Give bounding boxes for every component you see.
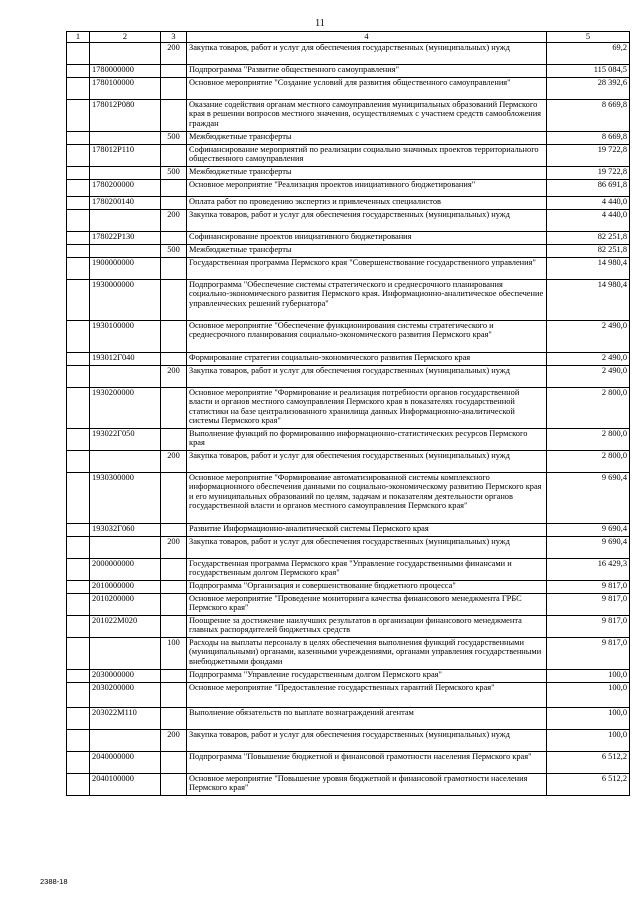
amount-value: 2 490,0 (547, 365, 630, 387)
amount-value: 9 817,0 (547, 637, 630, 669)
table-row (67, 196, 630, 209)
expense-kind: 500 (161, 131, 187, 144)
table-row (67, 729, 630, 751)
expense-kind (161, 558, 187, 580)
row-col-1 (67, 707, 90, 729)
row-col-1 (67, 42, 90, 64)
item-description: Основное мероприятие "Формирование автоматизированной системы комплексного информационного обеспечения данными по социально-экономическому развитию Пермского края и его муниципальных образований по целям, задачам и показателям деятельности органов государственной власти и органов местного самоуправления Пермского края" (187, 472, 547, 523)
expense-kind: 200 (161, 42, 187, 64)
amount-value: 8 669,8 (547, 131, 630, 144)
table-row (67, 558, 630, 580)
amount-value: 9 817,0 (547, 615, 630, 637)
row-col-1 (67, 99, 90, 131)
row-col-1 (67, 365, 90, 387)
classifier-code (90, 244, 161, 257)
item-description: Подпрограмма "Повышение бюджетной и финансовой грамотности населения Пермского края" (187, 751, 547, 773)
item-description: Оплата работ по проведению экспертиз и привлеченных специалистов (187, 196, 547, 209)
classifier-code (90, 637, 161, 669)
row-col-1 (67, 231, 90, 244)
classifier-code: 178012P110 (90, 144, 161, 166)
row-col-1 (67, 558, 90, 580)
item-description: Закупка товаров, работ и услуг для обеспечения государственных (муниципальных) нужд (187, 729, 547, 751)
amount-value: 4 440,0 (547, 196, 630, 209)
amount-value: 6 512,2 (547, 751, 630, 773)
row-col-1 (67, 580, 90, 593)
table-row (67, 580, 630, 593)
item-description: Основное мероприятие "Реализация проектов инициативного бюджетирования" (187, 179, 547, 196)
expense-kind (161, 196, 187, 209)
amount-value: 19 722,8 (547, 166, 630, 179)
classifier-code: 1780200000 (90, 179, 161, 196)
classifier-code: 1930200000 (90, 387, 161, 428)
amount-value: 2 800,0 (547, 450, 630, 472)
row-col-1 (67, 352, 90, 365)
table-row (67, 707, 630, 729)
expense-kind (161, 669, 187, 682)
item-description: Подпрограмма "Организация и совершенствование бюджетного процесса" (187, 580, 547, 593)
header-col-5: 5 (547, 32, 630, 43)
row-col-1 (67, 387, 90, 428)
amount-value: 28 392,6 (547, 77, 630, 99)
item-description: Выполнение функций по формированию информационно-статистических ресурсов Пермского края (187, 428, 547, 450)
expense-kind (161, 99, 187, 131)
item-description: Поощрение за достижение наилучших результатов в организации финансового менеджмента главных распорядителей бюджетных средств (187, 615, 547, 637)
expense-kind (161, 257, 187, 279)
item-description: Государственная программа Пермского края "Управление государственными финансами и государственным долгом Пермского края" (187, 558, 547, 580)
table-row (67, 144, 630, 166)
item-description: Межбюджетные трансферты (187, 131, 547, 144)
table-row (67, 244, 630, 257)
amount-value: 115 084,5 (547, 64, 630, 77)
table-row (67, 279, 630, 320)
expense-kind (161, 352, 187, 365)
expense-kind: 200 (161, 209, 187, 231)
classifier-code (90, 166, 161, 179)
expense-kind (161, 64, 187, 77)
amount-value: 14 980,4 (547, 279, 630, 320)
amount-value: 9 690,4 (547, 472, 630, 523)
item-description: Закупка товаров, работ и услуг для обеспечения государственных (муниципальных) нужд (187, 536, 547, 558)
table-row (67, 352, 630, 365)
row-col-1 (67, 536, 90, 558)
amount-value: 19 722,8 (547, 144, 630, 166)
expense-kind (161, 231, 187, 244)
row-col-1 (67, 179, 90, 196)
item-description: Межбюджетные трансферты (187, 166, 547, 179)
row-col-1 (67, 472, 90, 523)
classifier-code: 2040000000 (90, 751, 161, 773)
item-description: Подпрограмма "Развитие общественного самоуправления" (187, 64, 547, 77)
expense-kind (161, 320, 187, 352)
row-col-1 (67, 196, 90, 209)
page-number: 11 (315, 18, 325, 29)
expense-kind: 200 (161, 536, 187, 558)
expense-kind (161, 615, 187, 637)
table-row (67, 523, 630, 536)
item-description: Закупка товаров, работ и услуг для обеспечения государственных (муниципальных) нужд (187, 450, 547, 472)
amount-value: 16 429,3 (547, 558, 630, 580)
row-col-1 (67, 615, 90, 637)
table-row (67, 773, 630, 795)
row-col-1 (67, 320, 90, 352)
classifier-code (90, 131, 161, 144)
amount-value: 69,2 (547, 42, 630, 64)
amount-value: 8 669,8 (547, 99, 630, 131)
row-col-1 (67, 450, 90, 472)
row-col-1 (67, 682, 90, 707)
amount-value: 14 980,4 (547, 257, 630, 279)
item-description: Развитие Информационно-аналитической системы Пермского края (187, 523, 547, 536)
item-description: Подпрограмма "Управление государственным долгом Пермского края" (187, 669, 547, 682)
classifier-code: 2040100000 (90, 773, 161, 795)
expense-kind: 200 (161, 365, 187, 387)
row-col-1 (67, 77, 90, 99)
row-col-1 (67, 166, 90, 179)
amount-value: 2 490,0 (547, 320, 630, 352)
table-row (67, 428, 630, 450)
classifier-code (90, 729, 161, 751)
item-description: Софинансирование проектов инициативного бюджетирования (187, 231, 547, 244)
table-row (67, 472, 630, 523)
item-description: Закупка товаров, работ и услуг для обеспечения государственных (муниципальных) нужд (187, 42, 547, 64)
classifier-code (90, 42, 161, 64)
table-row (67, 64, 630, 77)
expense-kind (161, 580, 187, 593)
item-description: Закупка товаров, работ и услуг для обеспечения государственных (муниципальных) нужд (187, 365, 547, 387)
row-col-1 (67, 669, 90, 682)
item-description: Государственная программа Пермского края "Совершенствование государственного управления" (187, 257, 547, 279)
classifier-code (90, 536, 161, 558)
expense-kind: 500 (161, 166, 187, 179)
classifier-code: 1900000000 (90, 257, 161, 279)
header-col-2: 2 (90, 32, 161, 43)
row-col-1 (67, 773, 90, 795)
row-col-1 (67, 64, 90, 77)
classifier-code: 193012Г040 (90, 352, 161, 365)
amount-value: 2 800,0 (547, 387, 630, 428)
item-description: Основное мероприятие "Проведение мониторинга качества финансового менеджмента ГРБС Пермского края" (187, 593, 547, 615)
item-description: Основное мероприятие "Повышение уровня бюджетной и финансовой грамотности населения Пермского края" (187, 773, 547, 795)
expense-kind (161, 387, 187, 428)
item-description: Подпрограмма "Обеспечение системы стратегического и среднесрочного планирования социально-экономического развития Пермского края. Информационно-аналитическое обеспечение управленческих решений губернатора" (187, 279, 547, 320)
amount-value: 82 251,8 (547, 231, 630, 244)
classifier-code (90, 450, 161, 472)
table-row (67, 320, 630, 352)
expense-kind: 100 (161, 637, 187, 669)
header-col-3: 3 (161, 32, 187, 43)
amount-value: 9 690,4 (547, 536, 630, 558)
classifier-code: 1780100000 (90, 77, 161, 99)
table-row (67, 166, 630, 179)
table-row (67, 77, 630, 99)
table-row (67, 669, 630, 682)
table-row (67, 231, 630, 244)
row-col-1 (67, 751, 90, 773)
row-col-1 (67, 244, 90, 257)
classifier-code: 193032Г060 (90, 523, 161, 536)
classifier-code: 203022M110 (90, 707, 161, 729)
amount-value: 100,0 (547, 729, 630, 751)
table-row (67, 682, 630, 707)
table-row (67, 593, 630, 615)
expense-kind: 200 (161, 729, 187, 751)
amount-value: 2 490,0 (547, 352, 630, 365)
expense-kind (161, 144, 187, 166)
classifier-code: 1780000000 (90, 64, 161, 77)
row-col-1 (67, 209, 90, 231)
item-description: Закупка товаров, работ и услуг для обеспечения государственных (муниципальных) нужд (187, 209, 547, 231)
amount-value: 9 690,4 (547, 523, 630, 536)
table-row (67, 615, 630, 637)
expense-kind (161, 523, 187, 536)
expense-kind: 200 (161, 450, 187, 472)
expense-kind (161, 773, 187, 795)
header-row (67, 32, 630, 43)
amount-value: 4 440,0 (547, 209, 630, 231)
classifier-code: 193022Г050 (90, 428, 161, 450)
classifier-code: 1930100000 (90, 320, 161, 352)
classifier-code: 1780200140 (90, 196, 161, 209)
row-col-1 (67, 131, 90, 144)
item-description: Межбюджетные трансферты (187, 244, 547, 257)
row-col-1 (67, 428, 90, 450)
table-row (67, 450, 630, 472)
document-code: 2388-18 (40, 877, 68, 886)
header-col-1: 1 (67, 32, 90, 43)
item-description: Основное мероприятие "Предоставление государственных гарантий Пермского края" (187, 682, 547, 707)
table-row (67, 209, 630, 231)
expense-kind (161, 593, 187, 615)
row-col-1 (67, 144, 90, 166)
expense-kind (161, 179, 187, 196)
classifier-code: 2000000000 (90, 558, 161, 580)
row-col-1 (67, 523, 90, 536)
row-col-1 (67, 257, 90, 279)
item-description: Софинансирование мероприятий по реализации социально значимых проектов территориального общественного самоуправления (187, 144, 547, 166)
expense-kind: 500 (161, 244, 187, 257)
item-description: Основное мероприятие "Формирование и реализация потребности органов государственной власти и органов местного самоуправления Пермского края в показателях государственной статистики на базе централизованного хранилища данных Информационно-аналитической системы Пермского края" (187, 387, 547, 428)
expense-kind (161, 682, 187, 707)
table-row (67, 179, 630, 196)
amount-value: 9 817,0 (547, 593, 630, 615)
table-row (67, 257, 630, 279)
amount-value: 2 800,0 (547, 428, 630, 450)
expense-kind (161, 707, 187, 729)
table-row (67, 751, 630, 773)
table-body (67, 32, 630, 796)
classifier-code (90, 365, 161, 387)
table-row (67, 42, 630, 64)
expense-kind (161, 279, 187, 320)
classifier-code: 2010200000 (90, 593, 161, 615)
budget-table (66, 31, 630, 796)
item-description: Формирование стратегии социально-экономического развития Пермского края (187, 352, 547, 365)
row-col-1 (67, 593, 90, 615)
classifier-code: 178012P080 (90, 99, 161, 131)
table-row (67, 365, 630, 387)
classifier-code: 201022M020 (90, 615, 161, 637)
classifier-code: 2010000000 (90, 580, 161, 593)
amount-value: 100,0 (547, 669, 630, 682)
amount-value: 100,0 (547, 707, 630, 729)
amount-value: 82 251,8 (547, 244, 630, 257)
table-row (67, 536, 630, 558)
classifier-code (90, 209, 161, 231)
item-description: Оказание содействия органам местного самоуправления муниципальных образований Пермского края в решении вопросов местного значения, осуществляемых с участием средств самообложения граждан (187, 99, 547, 131)
expense-kind (161, 472, 187, 523)
row-col-1 (67, 279, 90, 320)
classifier-code: 1930000000 (90, 279, 161, 320)
classifier-code: 2030200000 (90, 682, 161, 707)
classifier-code: 178022P130 (90, 231, 161, 244)
table-row (67, 387, 630, 428)
table-row (67, 637, 630, 669)
item-description: Основное мероприятие "Создание условий для развития общественного самоуправления" (187, 77, 547, 99)
amount-value: 100,0 (547, 682, 630, 707)
item-description: Основное мероприятие "Обеспечение функционирования системы стратегического и среднесрочного планирования социально-экономического развития Пермского края" (187, 320, 547, 352)
table-row (67, 99, 630, 131)
amount-value: 6 512,2 (547, 773, 630, 795)
row-col-1 (67, 729, 90, 751)
table-row (67, 131, 630, 144)
expense-kind (161, 751, 187, 773)
classifier-code: 2030000000 (90, 669, 161, 682)
expense-kind (161, 428, 187, 450)
row-col-1 (67, 637, 90, 669)
item-description: Расходы на выплаты персоналу в целях обеспечения выполнения функций государственными (муниципальными) органами, казенными учреждениями, органами управления государственными внебюджетными фондами (187, 637, 547, 669)
item-description: Выполнение обязательств по выплате вознаграждений агентам (187, 707, 547, 729)
amount-value: 86 691,8 (547, 179, 630, 196)
amount-value: 9 817,0 (547, 580, 630, 593)
classifier-code: 1930300000 (90, 472, 161, 523)
header-col-4: 4 (187, 32, 547, 43)
expense-kind (161, 77, 187, 99)
